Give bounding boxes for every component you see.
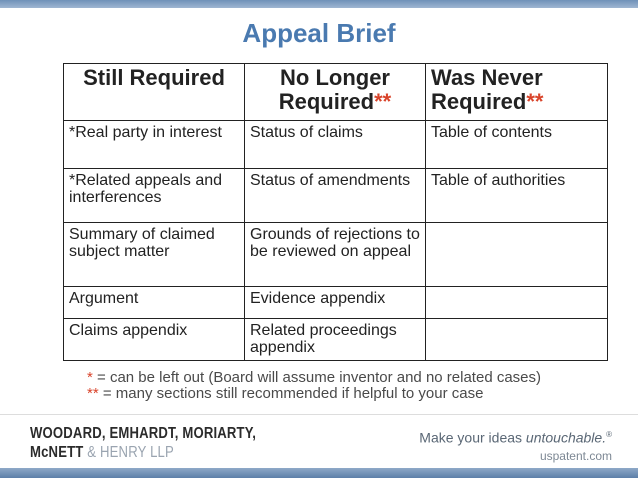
cell-was-never-required: Table of authorities [426,169,608,223]
firm-name-mcnett: McNETT [30,444,84,461]
cell-still-required: Summary of claimed subject matter [64,223,245,287]
header-was-never-required [426,64,608,121]
registered-mark: ® [606,430,612,439]
slide-title: Appeal Brief [242,18,396,48]
cell-was-never-required [426,287,608,319]
header-was-never-mark: ** [526,89,544,114]
cell-no-longer-required: Status of amendments [245,169,426,223]
table-row [64,287,608,319]
firm-website-link[interactable]: uspatent.com [539,448,612,463]
footer-divider [0,414,638,415]
firm-logo [30,424,256,462]
tagline-text [419,426,612,447]
firm-name-line2 [30,443,256,462]
cell-no-longer-required: Grounds of rejections to be reviewed on appeal [245,223,426,287]
cell-still-required: Claims appendix [64,319,245,361]
footnote-single-asterisk [87,370,541,386]
firm-name-line1: WOODARD, EMHARDT, MORIARTY, [30,425,257,442]
tagline-emphasis: untouchable. [525,429,607,446]
cell-no-longer-required: Status of claims [245,121,426,169]
cell-still-required: *Related appeals and interferences [64,169,245,223]
footnote-double-asterisk [87,386,541,402]
bottom-accent-bar [0,468,638,478]
header-no-longer-required [245,64,426,121]
cell-still-required: *Real party in interest [64,121,245,169]
top-accent-bar [0,0,638,8]
cell-no-longer-required: Related proceedings appendix [245,319,426,361]
footnotes [87,370,541,402]
table-header-row [64,64,608,121]
table-row [64,169,608,223]
cell-no-longer-required: Evidence appendix [245,287,426,319]
firm-tagline [419,426,612,465]
header-no-longer-mark: ** [374,89,392,114]
tagline-prefix: Make your ideas [419,429,526,446]
footnote-mark: ** [87,385,99,402]
footnote-mark: * [87,369,93,386]
table-row [64,223,608,287]
cell-still-required: Argument [64,287,245,319]
cell-was-never-required: Table of contents [426,121,608,169]
cell-was-never-required [426,319,608,361]
table-row [64,121,608,169]
table-row [64,319,608,361]
appeal-brief-table [63,63,608,361]
header-still-required: Still Required [64,64,245,121]
header-was-never-text: Was Never Required [431,65,543,114]
header-no-longer-text: No Longer Required [278,65,390,114]
firm-name-henry: & HENRY LLP [83,444,174,461]
cell-was-never-required [426,223,608,287]
footnote-text: = can be left out (Board will assume inventor and no related cases) [92,369,542,386]
footnote-text: = many sections still recommended if helpful to your case [98,385,484,402]
